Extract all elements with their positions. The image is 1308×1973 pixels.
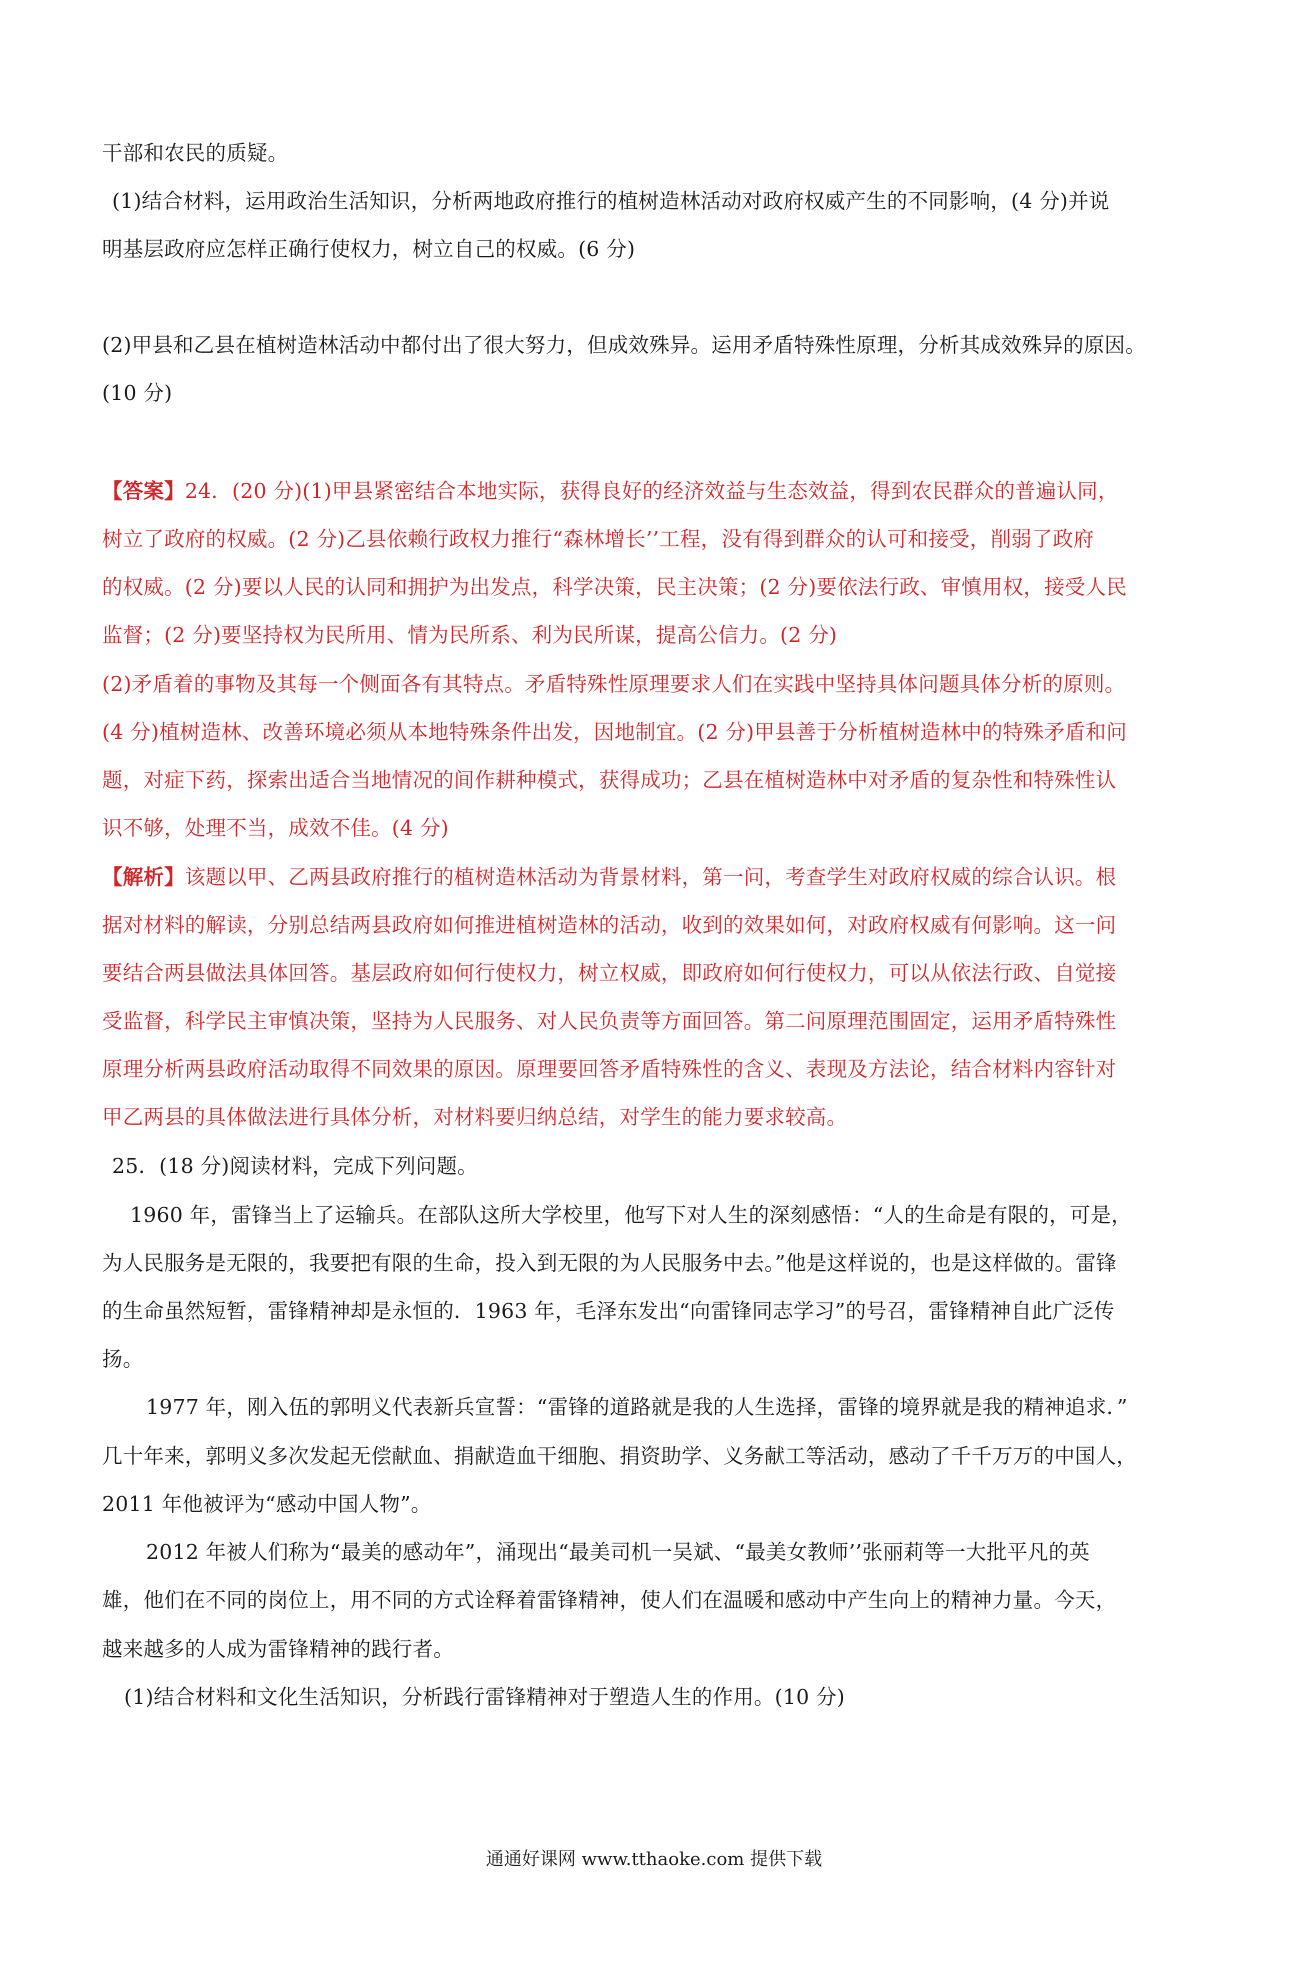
analysis-line-5: 原理分析两县政府活动取得不同效果的原因。原理要回答矛盾特殊性的含义、表现及方法论，结合材料内容针对	[102, 1057, 1117, 1081]
footer-source: 通通好课网 www.tthaoke.com 提供下载	[485, 1849, 823, 1870]
q24-part2-line1: (2)甲县和乙县在植树造林活动中都付出了很大努力，但成效殊异。运用矛盾特殊性原理，分析其成效殊异的原因。	[102, 333, 1146, 357]
q25-material-line-5: 1977 年，刚入伍的郭明义代表新兵宣誓：“雷锋的道路就是我的人生选择，雷锋的境界就是我的精神追求．”	[146, 1395, 1128, 1419]
q24-part1-line2: 明基层政府应怎样正确行使权力，树立自己的权威。(6 分)	[102, 237, 636, 261]
answer-line-3: 的权威。(2 分)要以人民的认同和拥护为出发点，科学决策，民主决策；(2 分)要依法行政、审慎用权，接受人民	[102, 575, 1127, 599]
q25-material-line-3: 的生命虽然短暂，雷锋精神却是永恒的．1963 年，毛泽东发出“向雷锋同志学习”的号召，雷锋精神自此广泛传	[102, 1299, 1115, 1323]
q25-material-line-9: 雄，他们在不同的岗位上，用不同的方式诠释着雷锋精神，使人们在温暖和感动中产生向上的精神力量。今天，	[102, 1588, 1117, 1612]
analysis-line-4: 受监督，科学民主审慎决策，坚持为人民服务、对人民负责等方面回答。第二问原理范围固定，运用矛盾特殊性	[102, 1009, 1117, 1033]
answer-line-1: 【答案】24．(20 分)(1)甲县紧密结合本地实际，获得良好的经济效益与生态效益，得到农民群众的普遍认同，	[102, 479, 1119, 503]
answer-line-7: 题，对症下药，探索出适合当地情况的间作耕种模式，获得成功；乙县在植树造林中对矛盾的复杂性和特殊性认	[102, 768, 1117, 792]
q24-part1-line1: (1)结合材料，运用政治生活知识，分析两地政府推行的植树造林活动对政府权威产生的不同影响，(4 分)并说	[112, 189, 1110, 213]
analysis-label: 【解析】	[102, 865, 185, 889]
q24-part2-line2: (10 分)	[102, 381, 173, 405]
q25-material-line-4: 扬。	[102, 1347, 144, 1371]
analysis-line-6: 甲乙两县的具体做法进行具体分析，对材料要归纳总结，对学生的能力要求较高。	[102, 1105, 848, 1129]
q25-question-1: (1)结合材料和文化生活知识，分析践行雷锋精神对于塑造人生的作用。(10 分)	[124, 1685, 845, 1709]
q25-material-line-1: 1960 年，雷锋当上了运输兵。在部队这所大学校里，他写下对人生的深刻感悟：“人的生命是有限的，可是，	[130, 1203, 1132, 1227]
q25-material-line-10: 越来越多的人成为雷锋精神的践行者。	[102, 1637, 454, 1661]
answer-label: 【答案】	[102, 479, 185, 503]
answer-line-5: (2)矛盾着的事物及其每一个侧面各有其特点。矛盾特殊性原理要求人们在实践中坚持具体问题具体分析的原则。	[102, 672, 1126, 696]
answer-line-8: 识不够，处理不当，成效不佳。(4 分)	[102, 816, 449, 840]
analysis-line-3: 要结合两县做法具体回答。基层政府如何行使权力，树立权威，即政府如何行使权力，可以从依法行政、自觉接	[102, 961, 1117, 985]
answer-line-4: 监督；(2 分)要坚持权为民所用、情为民所系、利为民所谋，提高公信力。(2 分)	[102, 623, 838, 647]
answer-line-2: 树立了政府的权威。(2 分)乙县依赖行政权力推行“森林增长’’工程，没有得到群众的认可和接受，削弱了政府	[102, 527, 1094, 551]
answer-line-6: (4 分)植树造林、改善环境必须从本地特殊条件出发，因地制宜。(2 分)甲县善于分析植树造林中的特殊矛盾和问	[102, 720, 1127, 744]
q25-material-line-2: 为人民服务是无限的，我要把有限的生命，投入到无限的为人民服务中去。”他是这样说的，也是这样做的。雷锋	[102, 1251, 1117, 1275]
q25-header: 25．(18 分)阅读材料，完成下列问题。	[112, 1154, 478, 1178]
q25-material-line-8: 2012 年被人们称为“最美的感动年”，涌现出“最美司机一吴斌、“最美女教师’’张丽莉等一大批平凡的英	[146, 1540, 1090, 1564]
q24-continuation-text: 干部和农民的质疑。	[102, 141, 289, 165]
q25-material-line-6: 几十年来，郭明义多次发起无偿献血、捐献造血干细胞、捐资助学、义务献工等活动，感动了千千万万的中国人，	[102, 1444, 1137, 1468]
analysis-line-2: 据对材料的解读，分别总结两县政府如何推进植树造林的活动，收到的效果如何，对政府权威有何影响。这一问	[102, 913, 1117, 937]
analysis-line-1: 【解析】该题以甲、乙两县政府推行的植树造林活动为背景材料，第一问，考查学生对政府权威的综合认识。根	[102, 865, 1117, 889]
q25-material-line-7: 2011 年他被评为“感动中国人物”。	[102, 1492, 432, 1516]
